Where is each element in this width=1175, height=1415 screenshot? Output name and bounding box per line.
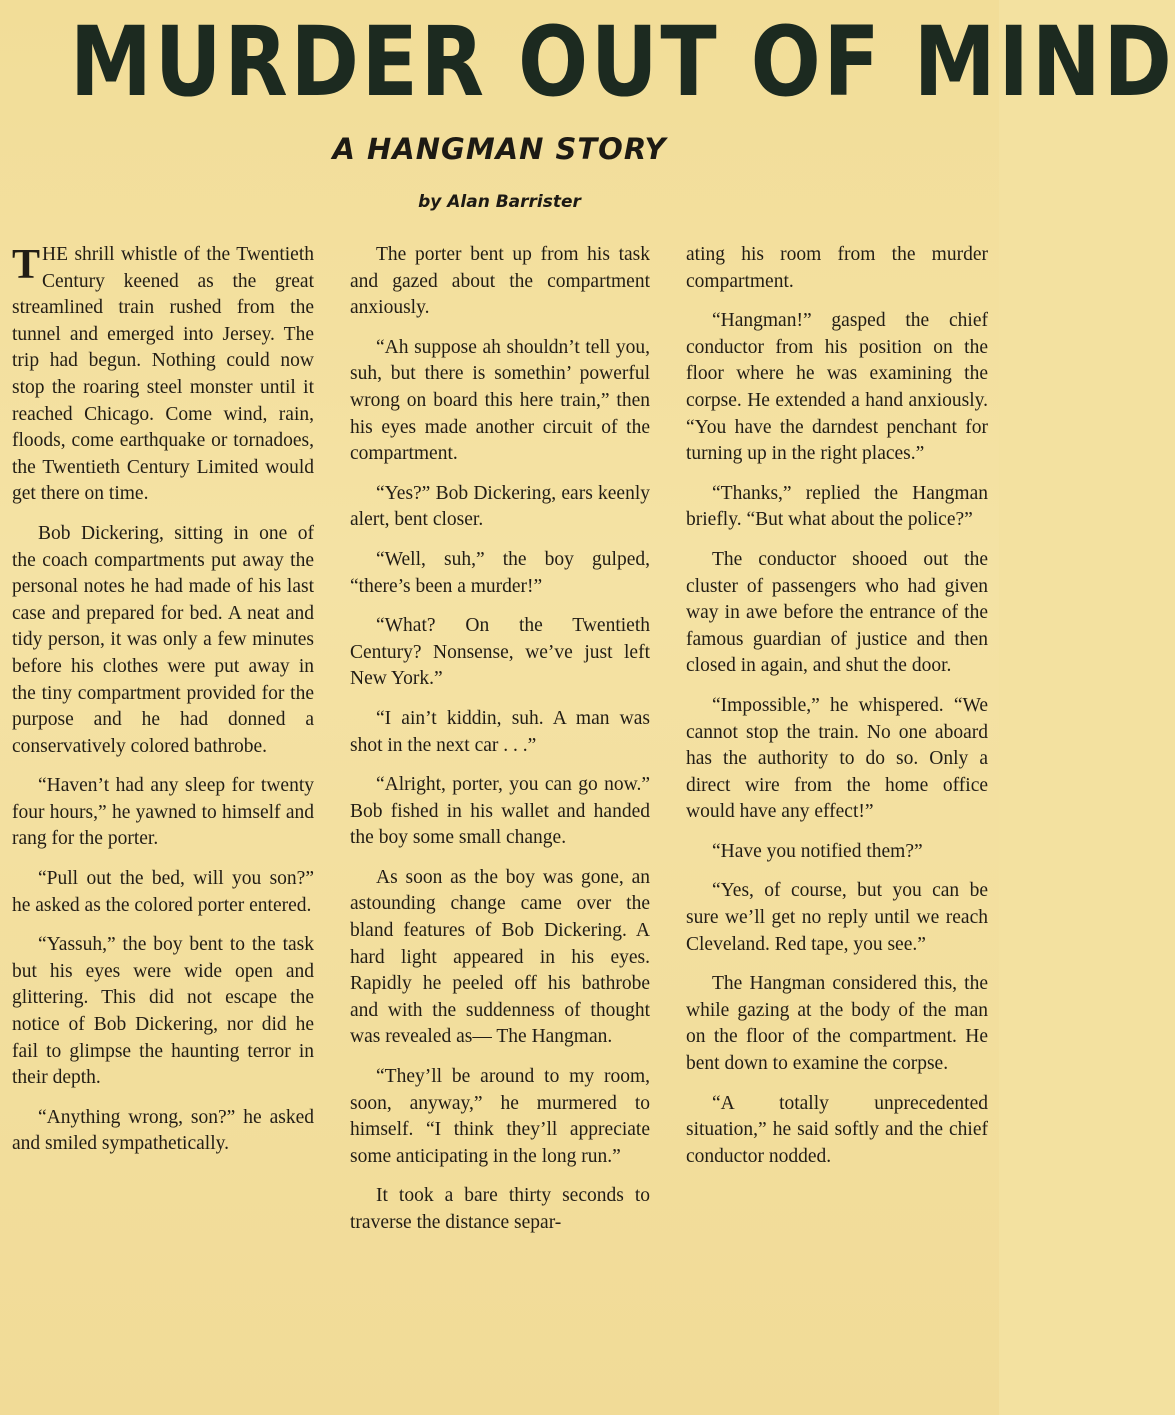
paragraph: “Yassuh,” the boy bent to the task but his eyes were wide open and glittering. This did not escape the notice of Bob Dickering, nor did he fail to glimpse the haunting terror in their depth. [12,934,314,1089]
text-column-1 [12,242,314,1407]
paragraph: The Hangman considered this, the while gazing at the body of the man on the floor of the compartment. He bent down to examine the corpse. [686,973,988,1075]
text-column-3 [686,242,988,1407]
paragraph: As soon as the boy was gone, an astounding change came over the bland features of Bob Dickering. A hard light appeared in his eyes. Rapidly he peeled off his bathrobe and with the suddenness of thought was revealed as— The Hangman. [350,866,650,1048]
paragraph: “Yes?” Bob Dickering, ears keenly alert, bent closer. [350,482,650,531]
paragraph: “A totally unprecedented situation,” he said softly and the chief conductor nodded. [686,1092,988,1167]
continued-paragraph: ating his room from the murder compartment. [686,244,988,292]
opening-paragraph [12,242,314,508]
paragraph: It took a bare thirty seconds to traverse the distance separ- [350,1185,650,1233]
paragraph: “Yes, of course, but you can be sure we’ll get no reply until we reach Cleveland. Red tape, you see.” [686,880,988,955]
paragraph: “Anything wrong, son?” he asked and smiled sympathetically. [12,1106,314,1155]
paragraph: “Hangman!” gasped the chief conductor from his position on the floor where he was examining the corpse. He extended a hand anxiously. “You have the darndest penchant for turning up in the right places.” [686,310,988,465]
paragraph: “I ain’t kiddin, suh. A man was shot in the next car . . .” [350,707,650,756]
paragraph: “Well, suh,” the boy gulped, “there’s been a murder!” [350,548,650,597]
story-title: MURDER OUT OF MIND [69,6,1175,118]
paragraph: “Impossible,” he whispered. “We cannot stop the train. No one aboard has the authority to do so. Only a direct wire from the home office would have any effect!” [686,694,988,823]
author-byline: by Alan Barrister [418,192,581,212]
paragraph: “Thanks,” replied the Hangman briefly. “But what about the police?” [686,482,988,531]
text-column-2 [350,242,650,1407]
paragraph: “Have you notified them?” [712,840,923,862]
story-subtitle: A HANGMAN STORY [332,132,667,166]
paragraph: “What? On the Twentieth Century? Nonsense, we’ve just left New York.” [350,615,650,690]
paragraph: The porter bent up from his task and gazed about the compartment anxiously. [350,244,650,319]
paragraph: “Haven’t had any sleep for twenty four hours,” he yawned to himself and rang for the porter. [12,775,314,850]
opening-text: HE shrill whistle of the Twentieth Century keened as the great streamlined train rushed from the tunnel and emerged into Jersey. The trip had begun. Nothing could now stop the roaring steel monster until it reached Chicago. Come wind, rain, floods, come earthquake or tornadoes, the Twentieth Century Limited would get there on time. [12,244,314,505]
drop-cap: T [12,242,41,288]
paragraph: “Ah suppose ah shouldn’t tell you, suh, but there is somethin’ powerful wrong on board this here train,” then his eyes made another circuit of the compartment. [350,336,650,465]
paragraph: “Pull out the bed, will you son?” he asked as the colored porter entered. [12,868,314,916]
paragraph: “They’ll be around to my room, soon, anyway,” he murmered to himself. “I think they’ll appreciate some anticipating in the long run.” [350,1066,650,1167]
paragraph: The conductor shooed out the cluster of passengers who had given way in awe before the entrance of the famous guardian of justice and then closed in again, and shut the door. [686,548,988,677]
paragraph: “Alright, porter, you can go now.” Bob fished in his wallet and handed the boy some small change. [350,774,650,849]
paragraph: Bob Dickering, sitting in one of the coach compartments put away the personal notes he had made of his last case and prepared for bed. A neat and tidy person, it was only a few minutes before his clothes were put away in the tiny compartment provided for the purpose and he had donned a conservatively colored bathrobe. [12,522,314,757]
